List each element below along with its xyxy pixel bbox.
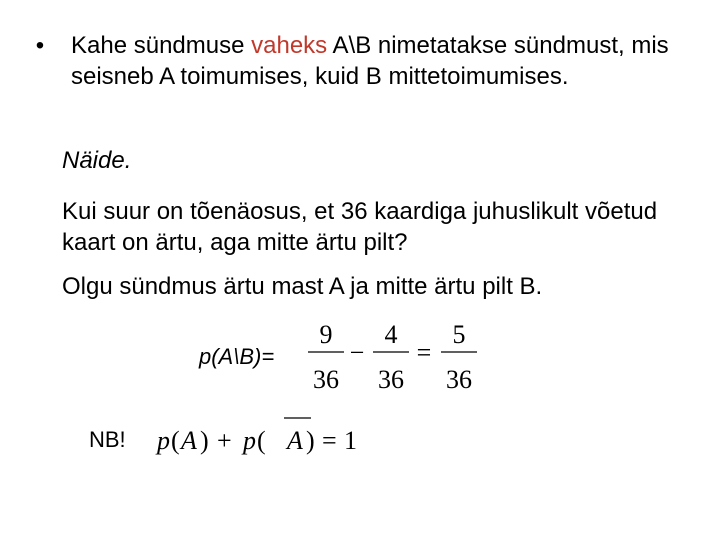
result-numerator: 5 [452,320,466,349]
nb-close-paren-2: ) [306,426,315,455]
event-definition: Olgu sündmus ärtu mast A ja mitte ärtu pilt B. [62,273,543,300]
fraction1-denominator: 36 [313,365,339,394]
nb-a1: A [181,426,197,455]
probability-formula [300,313,490,397]
nb-open-paren-1: ( [171,426,180,455]
fraction2-numerator: 4 [384,320,398,349]
bullet-highlight-term: vaheks [251,32,328,59]
complement-formula [153,411,365,461]
minus-sign: − [349,338,365,367]
bullet-text-after: A\B nimetatakse sündmust, mis seisneb A toimumises, kuid B mittetoimumises. [71,32,669,90]
nb-plus: + [217,426,232,455]
nb-a2: A [287,426,303,455]
equals-sign: = [416,338,432,367]
example-label: Näide. [62,147,132,174]
nb-label: NB! [89,427,126,452]
result-denominator: 36 [446,365,472,394]
nb-close-paren-1: ) [200,426,209,455]
fraction1-numerator: 9 [319,320,333,349]
nb-equals: = [322,426,337,455]
bullet-text-before: Kahe sündmuse [71,32,252,59]
nb-open-paren-2: ( [257,426,266,455]
fraction2-denominator: 36 [378,365,404,394]
bullet-definition [30,30,670,92]
bullet-text [71,30,670,92]
nb-one: 1 [344,426,357,455]
probability-label: p(A\B)= [199,344,275,369]
bullet-point-icon: • [35,32,45,59]
example-question: Kui suur on tõenäosus, et 36 kaardiga juhuslikult võetud kaart on ärtu, aga mitte ärtu pilt? [62,198,658,256]
nb-p2: p [243,426,256,455]
nb-p1: p [157,426,170,455]
